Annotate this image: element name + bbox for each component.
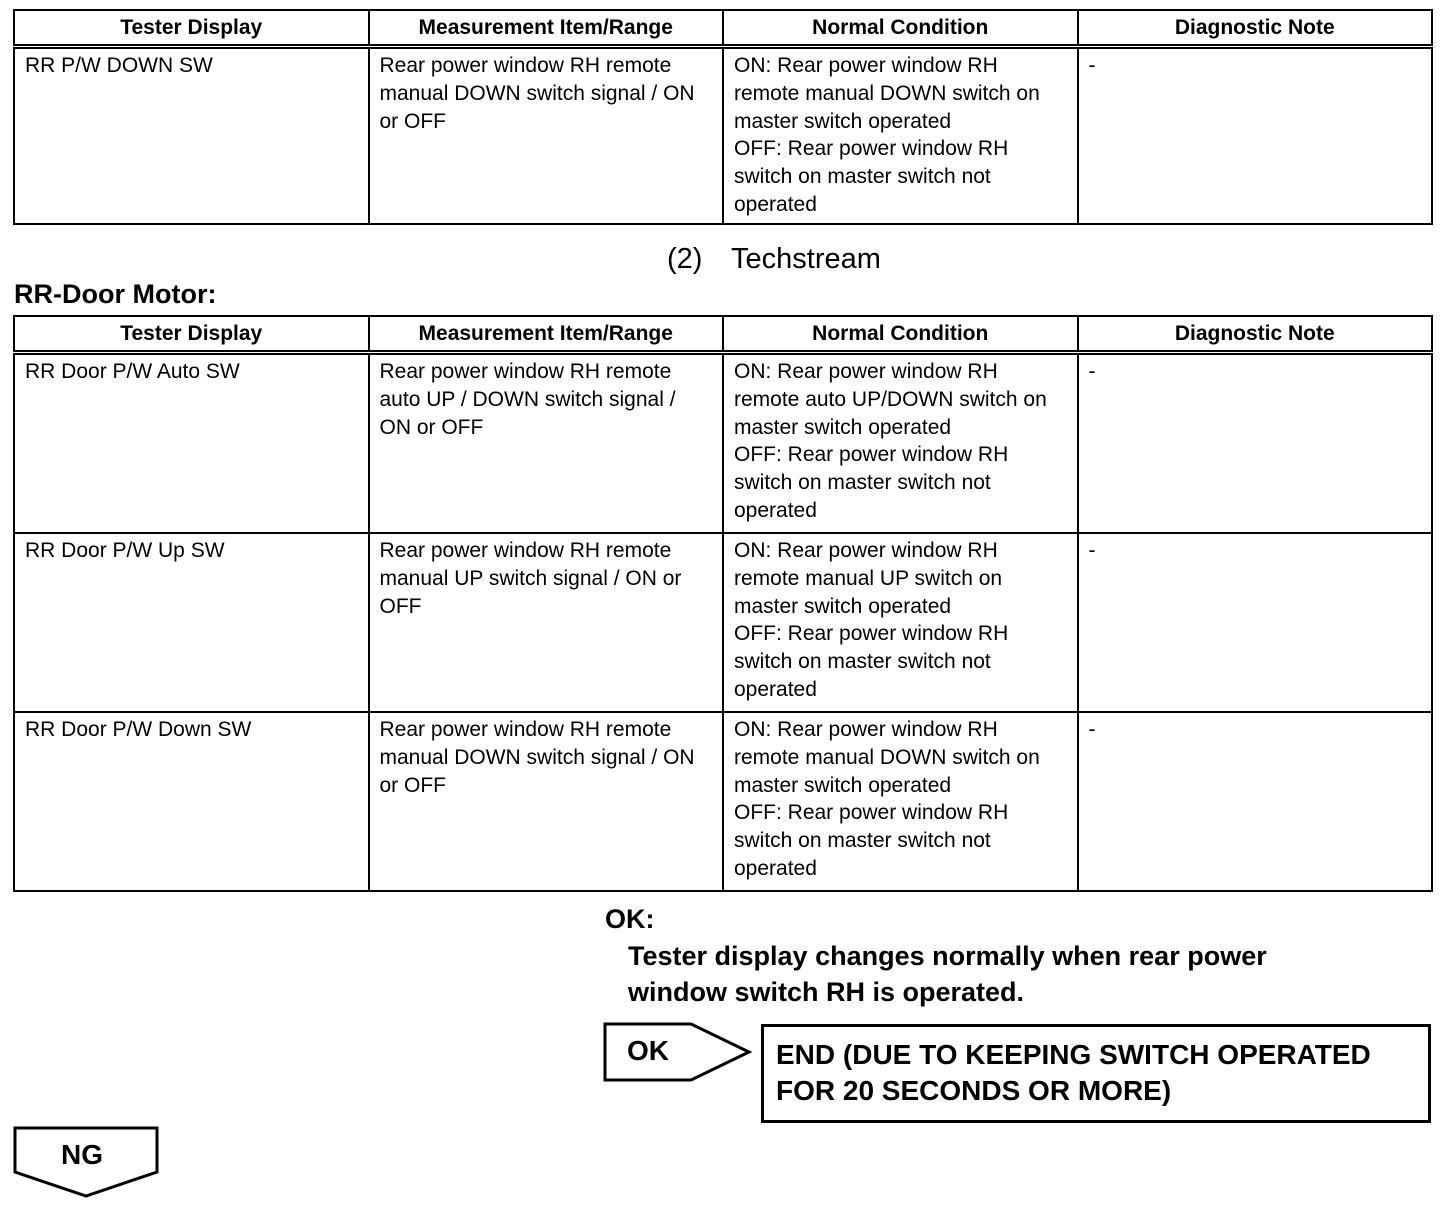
subsection-number: (2): [667, 243, 703, 275]
header-measurement-item: Measurement Item/Range: [369, 316, 724, 353]
text-line: manual DOWN switch signal / ON: [379, 745, 695, 769]
text-line: ON: Rear power window RH: [734, 54, 998, 77]
text-line: ON: Rear power window RH: [734, 360, 998, 383]
cell-tester-display: RR P/W DOWN SW: [14, 47, 369, 224]
text-line: master switch operated: [734, 594, 952, 618]
header-tester-display: Tester Display: [14, 10, 369, 47]
text-line: master switch operated: [734, 773, 952, 797]
cell-tester-display: RR Door P/W Auto SW: [14, 353, 369, 534]
cell-normal-condition: [723, 712, 1078, 891]
text-line: ON or OFF: [379, 415, 484, 439]
text-line: switch on master switch not: [734, 650, 991, 674]
subsection-label: Techstream: [731, 243, 881, 275]
text-line: Rear power window RH remote: [379, 539, 672, 562]
text-line: Rear power window RH remote: [379, 360, 672, 383]
header-tester-display: Tester Display: [14, 316, 369, 353]
text-line: Tester display changes normally when rear power: [628, 941, 1267, 971]
ok-criteria-text: [628, 938, 1408, 1010]
text-line: or OFF: [379, 109, 446, 133]
cell-measurement: [369, 353, 724, 534]
text-line: master switch operated: [734, 415, 952, 439]
cell-measurement: [369, 533, 724, 712]
text-line: OFF: Rear power window RH: [734, 622, 1009, 646]
cell-diagnostic-note: -: [1078, 533, 1433, 712]
ok-branch-label: OK: [627, 1035, 669, 1066]
text-line: remote manual DOWN switch on: [734, 745, 1040, 769]
section-title: RR-Door Motor:: [14, 279, 217, 309]
subsection-caption: [667, 241, 881, 277]
table-row: [14, 47, 1432, 224]
text-line: operated: [734, 856, 817, 880]
text-line: OFF: [379, 594, 422, 618]
ok-right-arrow-icon: [603, 1022, 753, 1082]
text-line: ON: Rear power window RH: [734, 718, 998, 741]
text-line: Rear power window RH remote: [379, 54, 672, 77]
cell-measurement: [369, 712, 724, 891]
text-line: switch on master switch not: [734, 165, 991, 189]
text-line: Rear power window RH remote: [379, 718, 672, 741]
text-line: switch on master switch not: [734, 829, 991, 853]
text-line: switch on master switch not: [734, 471, 991, 495]
ok-criteria-heading: OK:: [605, 904, 655, 934]
cell-diagnostic-note: -: [1078, 353, 1433, 534]
text-line: manual UP switch signal / ON or: [379, 566, 682, 590]
header-normal-condition: Normal Condition: [723, 10, 1078, 47]
text-line: remote manual DOWN switch on: [734, 81, 1040, 105]
cell-tester-display: RR Door P/W Down SW: [14, 712, 369, 891]
text-line: OFF: Rear power window RH: [734, 443, 1009, 467]
cell-diagnostic-note: -: [1078, 47, 1433, 224]
text-line: master switch operated: [734, 109, 952, 133]
table-row: [14, 712, 1432, 891]
text-line: operated: [734, 192, 817, 216]
header-diagnostic-note: Diagnostic Note: [1078, 10, 1433, 47]
ng-branch-label: NG: [61, 1139, 103, 1170]
cell-tester-display: RR Door P/W Up SW: [14, 533, 369, 712]
cell-measurement: [369, 47, 724, 224]
table-row: [14, 533, 1432, 712]
table-header-row: [14, 10, 1432, 47]
table-row: [14, 353, 1432, 534]
cell-diagnostic-note: -: [1078, 712, 1433, 891]
text-line: remote auto UP/DOWN switch on: [734, 387, 1047, 411]
text-line: or OFF: [379, 773, 446, 797]
text-line: FOR 20 SECONDS OR MORE): [776, 1075, 1172, 1106]
header-diagnostic-note: Diagnostic Note: [1078, 316, 1433, 353]
text-line: END (DUE TO KEEPING SWITCH OPERATED: [776, 1039, 1371, 1070]
tester-table-rr-pw: [13, 9, 1433, 225]
table-header-row: [14, 316, 1432, 353]
cell-normal-condition: [723, 47, 1078, 224]
text-line: operated: [734, 677, 817, 701]
header-measurement-item: Measurement Item/Range: [369, 10, 724, 47]
text-line: ON: Rear power window RH: [734, 539, 998, 562]
text-line: operated: [734, 498, 817, 522]
end-result-box: [761, 1024, 1431, 1123]
text-line: remote manual UP switch on: [734, 566, 1003, 590]
text-line: OFF: Rear power window RH: [734, 137, 1009, 161]
text-line: manual DOWN switch signal / ON: [379, 81, 695, 105]
tester-table-rr-door-motor: [13, 315, 1433, 892]
cell-normal-condition: [723, 353, 1078, 534]
text-line: OFF: Rear power window RH: [734, 801, 1009, 825]
header-normal-condition: Normal Condition: [723, 316, 1078, 353]
cell-normal-condition: [723, 533, 1078, 712]
text-line: auto UP / DOWN switch signal /: [379, 387, 676, 411]
text-line: window switch RH is operated.: [628, 977, 1025, 1007]
